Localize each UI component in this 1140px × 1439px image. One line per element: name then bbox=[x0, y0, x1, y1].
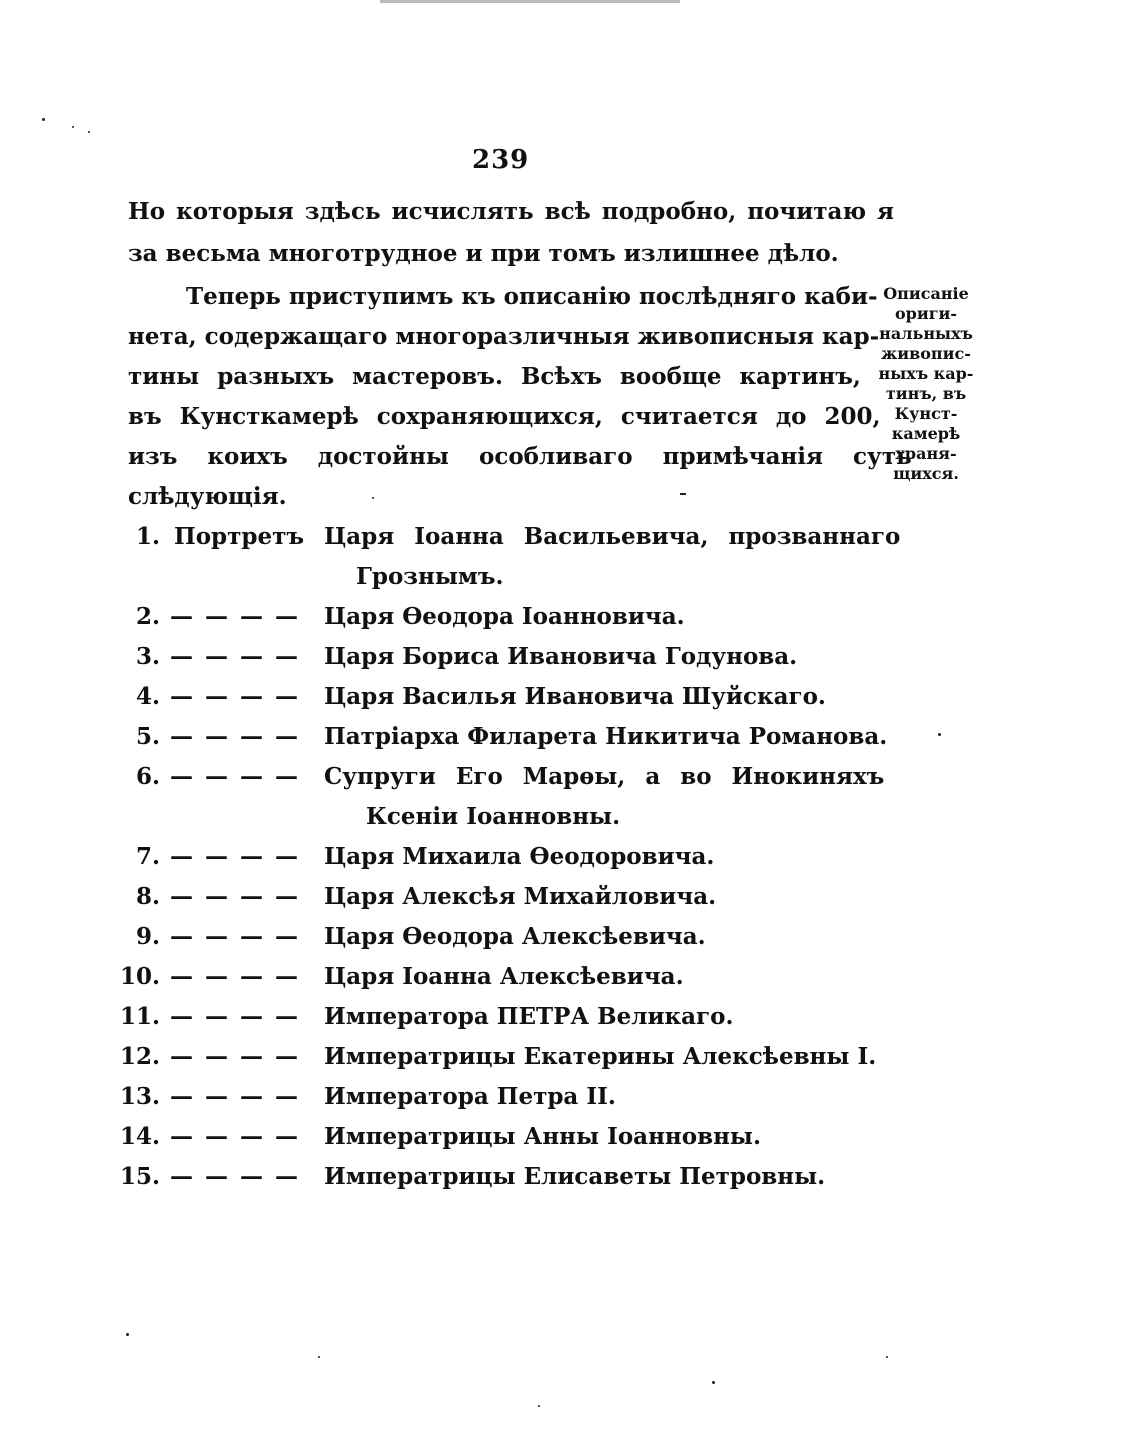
ditto-dashes: — — — — bbox=[170, 883, 301, 910]
scan-speck bbox=[72, 126, 74, 128]
list-item-number: 12. bbox=[119, 1043, 160, 1070]
paragraph-line: тины разныхъ мастеровъ. Всѣхъ вообще картинъ, bbox=[128, 363, 861, 390]
list-item-number: 15. bbox=[119, 1163, 160, 1190]
scan-speck bbox=[126, 1333, 129, 1336]
paragraph-line: въ Кунсткамерѣ сохраняющихся, считается до 200, bbox=[128, 403, 881, 430]
scan-speck bbox=[88, 131, 90, 133]
ditto-dashes: — — — — bbox=[170, 963, 301, 990]
ditto-dashes: — — — — bbox=[170, 1163, 301, 1190]
list-item-number: 2. bbox=[135, 603, 160, 630]
margin-note-line: храня- bbox=[895, 444, 957, 463]
list-item-number: 9. bbox=[135, 923, 160, 950]
top-edge-rule bbox=[380, 0, 680, 3]
scan-speck bbox=[680, 493, 686, 495]
ditto-dashes: — — — — bbox=[170, 1003, 301, 1030]
margin-note-line: живопис- bbox=[881, 344, 971, 363]
scan-speck bbox=[886, 1356, 888, 1358]
paragraph-line: нета, содержащаго многоразличныя живописныя кар- bbox=[128, 323, 880, 350]
margin-note-line: тинъ, въ bbox=[885, 384, 967, 403]
scan-speck bbox=[372, 497, 374, 499]
list-item-number: 3. bbox=[135, 643, 160, 670]
list-item-number: 10. bbox=[119, 963, 160, 990]
list-item-text: Патріарха Филарета Никитича Романова. bbox=[324, 723, 888, 750]
list-item-text: Царя Алексѣя Михайловича. bbox=[324, 883, 717, 910]
paragraph-line: Теперь приступимъ къ описанію послѣдняго каби- bbox=[186, 283, 878, 310]
intro-line: Но которыя здѣсь исчислять всѣ подробно, почитаю я bbox=[128, 198, 895, 225]
list-item-continuation: Грознымъ. bbox=[356, 563, 504, 590]
margin-note-line: ныхъ кар- bbox=[878, 364, 974, 383]
margin-note-line: ориги- bbox=[894, 304, 958, 323]
ditto-dashes: — — — — bbox=[170, 1083, 301, 1110]
list-item-text: Императрицы Анны Іоанновны. bbox=[324, 1123, 761, 1150]
ditto-dashes: — — — — bbox=[170, 1043, 301, 1070]
list-item-text: Супруги Его Марѳы, а во Инокиняхъ bbox=[324, 763, 885, 790]
list-item-number: 13. bbox=[119, 1083, 160, 1110]
list-item-text: Императора Петра II. bbox=[324, 1083, 616, 1110]
page-number: 239 bbox=[472, 145, 530, 175]
paragraph-line: изъ коихъ достойны особливаго примѣчанія суть bbox=[128, 443, 912, 470]
list-item-text: Царя Ѳеодора Іоанновича. bbox=[324, 603, 685, 630]
list-item-number: 7. bbox=[135, 843, 160, 870]
list-item-text: Императора ПЕТРА Великаго. bbox=[324, 1003, 734, 1030]
list-item-text: Царя Бориса Ивановича Годунова. bbox=[324, 643, 798, 670]
paragraph-line: слѣдующія. bbox=[128, 483, 287, 510]
scan-speck bbox=[318, 1356, 320, 1358]
ditto-dashes: — — — — bbox=[170, 843, 301, 870]
list-item-text: Царя Ѳеодора Алексѣевича. bbox=[324, 923, 706, 950]
ditto-dashes: — — — — bbox=[170, 603, 301, 630]
scan-speck bbox=[538, 1405, 540, 1407]
ditto-dashes: — — — — bbox=[170, 723, 301, 750]
list-item-text: Царя Іоанна Алексѣевича. bbox=[324, 963, 684, 990]
ditto-dashes: — — — — bbox=[170, 643, 301, 670]
list-item-continuation: Ксеніи Іоанновны. bbox=[366, 803, 621, 830]
ditto-dashes: — — — — bbox=[170, 683, 301, 710]
list-item-text: Портретъ Царя Іоанна Васильевича, прозваннаго bbox=[174, 523, 901, 550]
list-item-number: 8. bbox=[135, 883, 160, 910]
scan-speck bbox=[938, 733, 941, 736]
list-item-number: 4. bbox=[135, 683, 160, 710]
margin-note bbox=[870, 284, 982, 484]
intro-line: за весьма многотрудное и при томъ излишнее дѣло. bbox=[128, 240, 839, 267]
margin-note-line: Описаніе bbox=[883, 284, 969, 303]
list-item-number: 11. bbox=[119, 1003, 160, 1030]
list-item-text: Царя Михаила Ѳеодоровича. bbox=[324, 843, 715, 870]
scan-speck bbox=[712, 1381, 715, 1384]
margin-note-line: нальныхъ bbox=[879, 324, 973, 343]
list-item-number: 6. bbox=[135, 763, 160, 790]
margin-note-line: щихся. bbox=[893, 464, 959, 483]
margin-note-line: камерѣ bbox=[891, 424, 961, 443]
list-item-number: 14. bbox=[119, 1123, 160, 1150]
ditto-dashes: — — — — bbox=[170, 923, 301, 950]
list-item-number: 1. bbox=[135, 523, 160, 550]
list-item-text: Царя Василья Ивановича Шуйскаго. bbox=[324, 683, 826, 710]
list-item-text: Императрицы Елисаветы Петровны. bbox=[324, 1163, 826, 1190]
ditto-dashes: — — — — bbox=[170, 763, 301, 790]
scan-speck bbox=[42, 118, 45, 121]
margin-note-line: Кунст- bbox=[894, 404, 958, 423]
ditto-dashes: — — — — bbox=[170, 1123, 301, 1150]
list-item-number: 5. bbox=[135, 723, 160, 750]
list-item-text: Императрицы Екатерины Алексѣевны I. bbox=[324, 1043, 877, 1070]
